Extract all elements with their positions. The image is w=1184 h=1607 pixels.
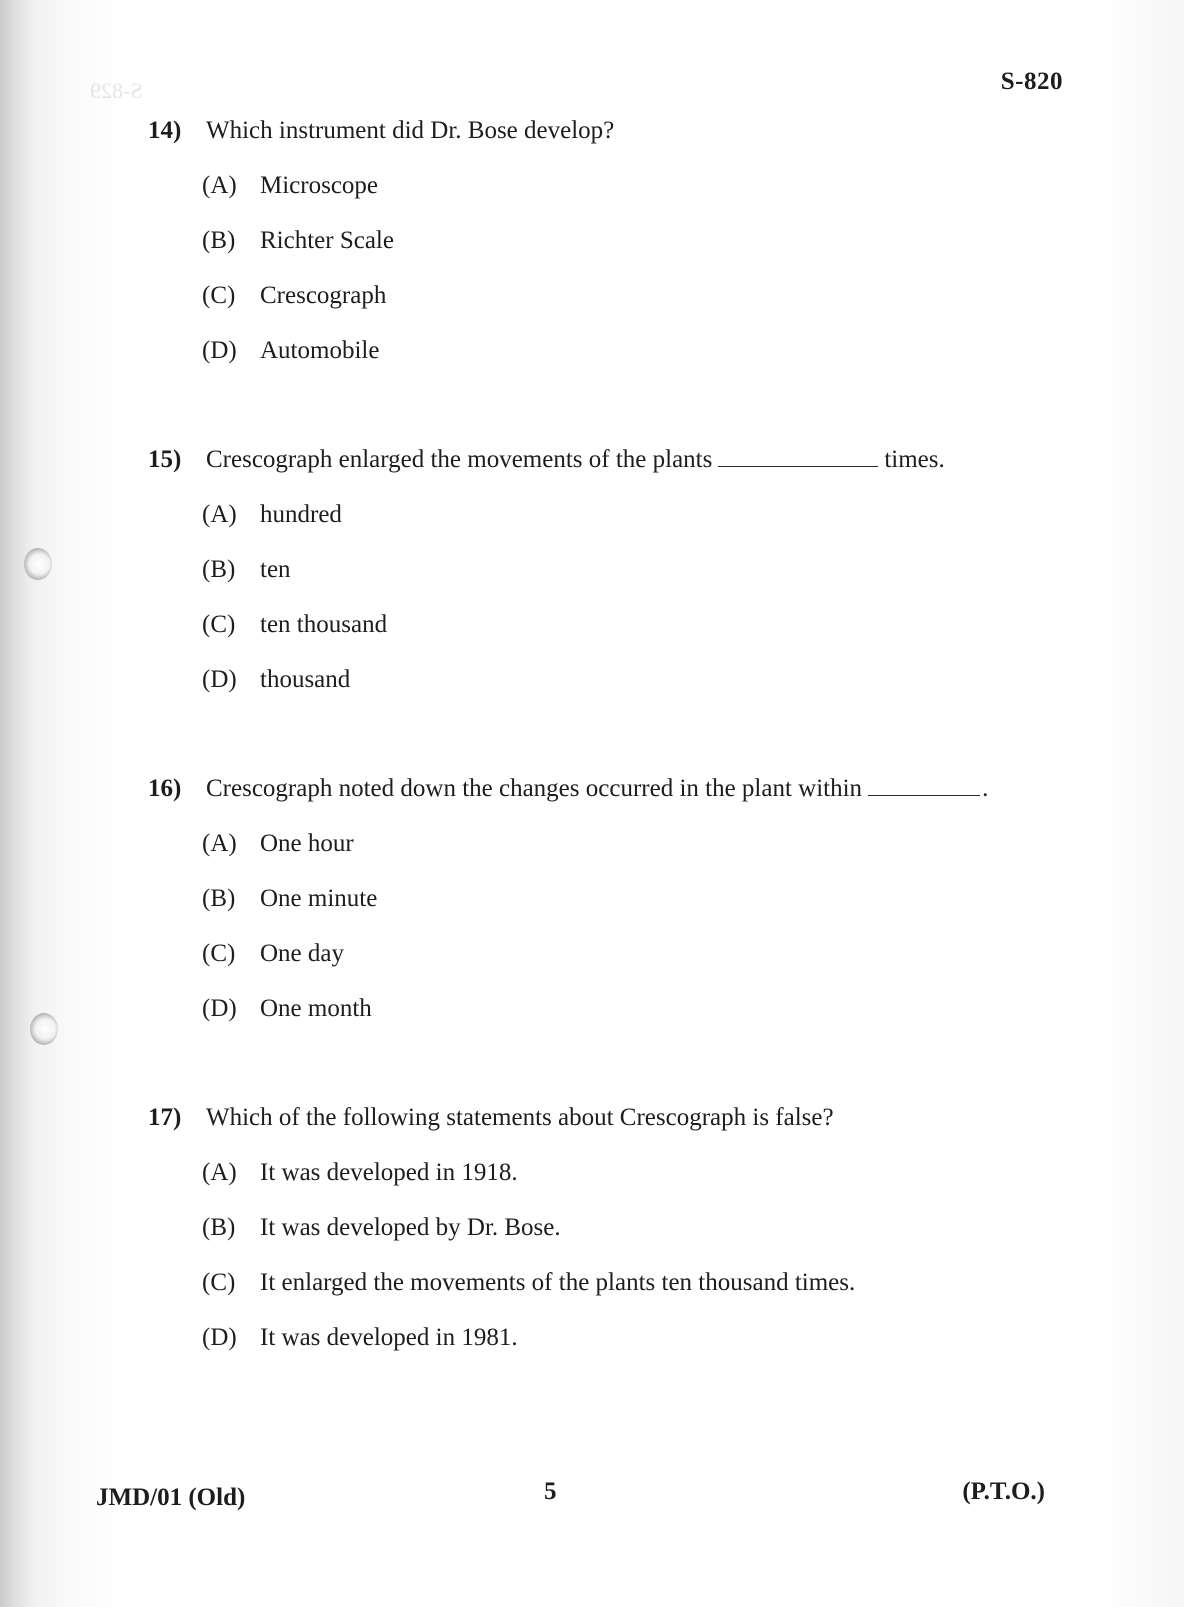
option-text: One month bbox=[260, 995, 372, 1022]
option-d bbox=[148, 1322, 1048, 1377]
option-list bbox=[148, 1157, 1048, 1377]
option-letter: (B) bbox=[202, 556, 236, 583]
option-letter: (C) bbox=[202, 1269, 236, 1296]
option-c bbox=[148, 1267, 1048, 1322]
option-text: ten thousand bbox=[260, 611, 388, 638]
question-text-end: . bbox=[982, 775, 989, 802]
please-turn-over: (P.T.O.) bbox=[962, 1478, 1045, 1505]
option-letter: (A) bbox=[202, 501, 237, 528]
question-15 bbox=[148, 444, 1048, 719]
option-text: Richter Scale bbox=[260, 227, 394, 254]
fill-in-blank bbox=[718, 446, 878, 467]
option-list bbox=[148, 828, 1048, 1048]
option-text: It was developed by Dr. Bose. bbox=[260, 1214, 561, 1241]
option-d bbox=[148, 664, 1048, 719]
question-text: Which instrument did Dr. Bose develop? bbox=[206, 117, 615, 144]
question-number: 16) bbox=[148, 775, 182, 802]
question-text: Crescograph enlarged the movements of the plants bbox=[206, 446, 713, 473]
option-b bbox=[148, 554, 1048, 609]
question-14 bbox=[148, 115, 1048, 390]
option-a bbox=[148, 170, 1048, 225]
option-a bbox=[148, 499, 1048, 554]
option-list bbox=[148, 499, 1048, 719]
option-letter: (A) bbox=[202, 830, 237, 857]
fill-in-blank bbox=[868, 775, 980, 796]
question-17 bbox=[148, 1102, 1048, 1377]
question-stem bbox=[148, 773, 1048, 805]
option-letter: (D) bbox=[202, 337, 237, 364]
option-text: One hour bbox=[260, 830, 354, 857]
question-text: Crescograph noted down the changes occurred in the plant within bbox=[206, 775, 863, 802]
question-number: 14) bbox=[148, 117, 182, 144]
option-list bbox=[148, 170, 1048, 390]
paper-series-code: S-820 bbox=[1000, 68, 1063, 95]
question-number: 17) bbox=[148, 1104, 182, 1131]
option-b bbox=[148, 1212, 1048, 1267]
option-text: One day bbox=[260, 940, 344, 967]
question-text-end: times. bbox=[884, 446, 945, 473]
option-text: thousand bbox=[260, 666, 351, 693]
option-text: It was developed in 1918. bbox=[260, 1159, 518, 1186]
option-letter: (D) bbox=[202, 1324, 237, 1351]
paper-code: JMD/01 (Old) bbox=[96, 1484, 246, 1511]
question-text: Which of the following statements about Crescograph is false? bbox=[206, 1104, 834, 1131]
question-stem bbox=[148, 1102, 1048, 1134]
question-stem bbox=[148, 115, 1048, 147]
option-text: ten bbox=[260, 556, 291, 583]
option-text: It enlarged the movements of the plants ten thousand times. bbox=[260, 1269, 856, 1296]
option-letter: (B) bbox=[202, 1214, 236, 1241]
option-text: One minute bbox=[260, 885, 378, 912]
option-letter: (B) bbox=[202, 227, 236, 254]
option-text: Microscope bbox=[260, 172, 379, 199]
option-c bbox=[148, 609, 1048, 664]
option-letter: (B) bbox=[202, 885, 236, 912]
option-letter: (C) bbox=[202, 611, 236, 638]
option-text: Crescograph bbox=[260, 282, 387, 309]
option-text: hundred bbox=[260, 501, 342, 528]
option-a bbox=[148, 1157, 1048, 1212]
option-b bbox=[148, 883, 1048, 938]
question-stem bbox=[148, 444, 1048, 476]
punch-hole-lower bbox=[30, 1013, 58, 1045]
option-a bbox=[148, 828, 1048, 883]
option-letter: (C) bbox=[202, 282, 236, 309]
option-c bbox=[148, 280, 1048, 335]
option-letter: (A) bbox=[202, 1159, 237, 1186]
option-letter: (D) bbox=[202, 666, 237, 693]
option-b bbox=[148, 225, 1048, 280]
question-number: 15) bbox=[148, 446, 182, 473]
option-d bbox=[148, 335, 1048, 390]
option-text: It was developed in 1981. bbox=[260, 1324, 518, 1351]
option-letter: (A) bbox=[202, 172, 237, 199]
option-d bbox=[148, 993, 1048, 1048]
show-through-text: S-829 bbox=[90, 78, 143, 103]
option-c bbox=[148, 938, 1048, 993]
question-16 bbox=[148, 773, 1048, 1048]
page-number: 5 bbox=[544, 1478, 557, 1505]
option-letter: (D) bbox=[202, 995, 237, 1022]
punch-hole-upper bbox=[24, 548, 52, 580]
option-letter: (C) bbox=[202, 940, 236, 967]
option-text: Automobile bbox=[260, 337, 380, 364]
